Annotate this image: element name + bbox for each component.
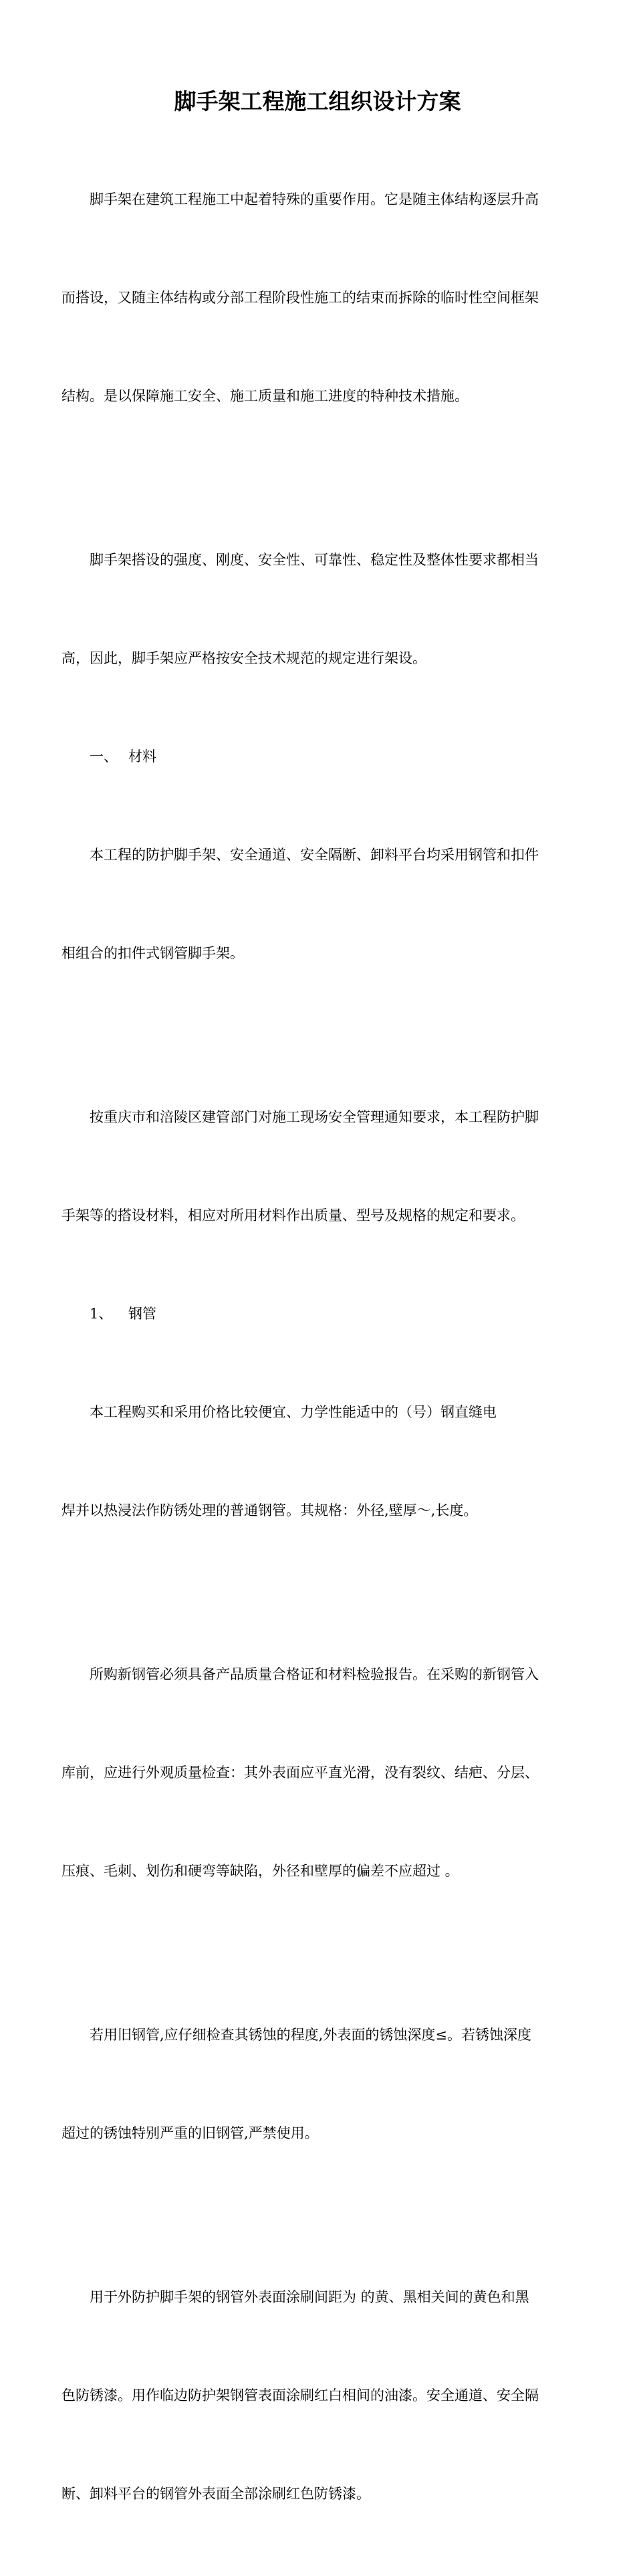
text-line: 脚手架搭设的强度、刚度、安全性、可靠性、稳定性及整体性要求都相当 bbox=[90, 552, 539, 568]
text-line: 用于外防护脚手架的钢管外表面涂刷间距为 的黄、黑相关间的黄色和黑 bbox=[90, 2289, 529, 2305]
text-line: 焊并以热浸法作防锈处理的普通钢管。其规格：外径,壁厚～,长度。 bbox=[61, 1502, 478, 1518]
section-number: 一、 bbox=[90, 749, 118, 765]
document-body bbox=[61, 118, 576, 2576]
paragraph-new-pipe-inspection bbox=[61, 1593, 576, 1953]
text-line: 断、卸料平台的钢管外表面全部涂刷红色防锈漆。 bbox=[61, 2486, 370, 2502]
document-title: 脚手架工程施工组织设计方案 bbox=[174, 88, 461, 114]
text-line: 本工程购买和采用价格比较便宜、力学性能适中的（号）钢直缝电 bbox=[90, 1404, 497, 1420]
paragraph-materials-scope bbox=[61, 773, 576, 1035]
section-heading-materials bbox=[61, 740, 576, 773]
text-line: 相组合的扣件式钢管脚手架。 bbox=[61, 945, 244, 961]
text-line: 色防锈漆。用作临边防护架钢管表面涂刷红白相间的油漆。安全通道、安全隔 bbox=[61, 2387, 539, 2403]
subsection-label: 钢管 bbox=[128, 1306, 156, 1322]
text-line: 本工程的防护脚手架、安全通道、安全隔断、卸料平台均采用钢管和扣件 bbox=[90, 847, 539, 863]
text-line: 按重庆市和涪陵区建管部门对施工现场安全管理通知要求，本工程防护脚 bbox=[90, 1109, 539, 1125]
text-line: 所购新钢管必须具备产品质量合格证和材料检验报告。在采购的新钢管入 bbox=[90, 1666, 539, 1682]
section-label: 材料 bbox=[128, 749, 156, 765]
text-line: 压痕、毛刺、划伤和硬弯等缺陷，外径和壁厚的偏差不应超过 。 bbox=[61, 1863, 459, 1879]
paragraph-old-pipe-check bbox=[61, 1953, 576, 2215]
paragraph-pipe-painting bbox=[61, 2215, 576, 2576]
text-line: 超过的锈蚀特别严重的旧钢管,严禁使用。 bbox=[61, 2125, 319, 2141]
subsection-heading-steel-pipe bbox=[61, 1298, 576, 1330]
text-line: 高，因此，脚手架应严格按安全技术规范的规定进行架设。 bbox=[61, 650, 426, 666]
text-line: 若用旧钢管,应仔细检查其锈蚀的程度,外表面的锈蚀深度≤。若锈蚀深度 bbox=[90, 2027, 531, 2043]
text-line: 结构。是以保障施工安全、施工质量和施工进度的特种技术措施。 bbox=[61, 388, 469, 404]
paragraph-pipe-spec bbox=[61, 1330, 576, 1593]
text-line: 手架等的搭设材料，相应对所用材料作出质量、型号及规格的规定和要求。 bbox=[61, 1207, 525, 1223]
text-line: 脚手架在建筑工程施工中起着特殊的重要作用。它是随主体结构逐层升高 bbox=[90, 191, 539, 207]
paragraph-intro bbox=[61, 118, 576, 478]
paragraph-materials-regulation bbox=[61, 1035, 576, 1298]
text-line: 库前，应进行外观质量检查：其外表面应平直光滑，没有裂纹、结疤、分层、 bbox=[61, 1765, 539, 1781]
subsection-number: 1、 bbox=[90, 1306, 113, 1322]
paragraph-requirements bbox=[61, 478, 576, 740]
text-line: 而搭设，又随主体结构或分部工程阶段性施工的结束而拆除的临时性空间框架 bbox=[61, 290, 539, 306]
